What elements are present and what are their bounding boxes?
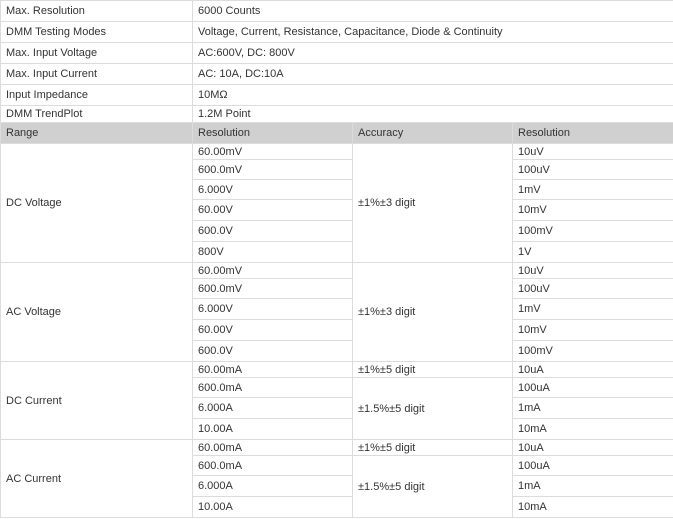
group-label-ac-voltage: AC Voltage: [1, 263, 193, 362]
range-cell: 800V: [193, 242, 353, 263]
range-cell: 600.0mV: [193, 160, 353, 180]
resolution-header-2: Resolution: [513, 123, 673, 144]
table-row: [1, 144, 673, 160]
spec-label: DMM TrendPlot: [1, 106, 193, 123]
spec-row-trendplot: [1, 106, 673, 123]
group-label-dc-voltage: DC Voltage: [1, 144, 193, 263]
table-row: [1, 440, 673, 456]
spec-row-testing-modes: [1, 22, 673, 43]
resolution-cell: 1mA: [513, 476, 673, 497]
range-cell: 60.00mV: [193, 263, 353, 279]
table-row: [1, 263, 673, 279]
resolution-cell: 10mV: [513, 200, 673, 221]
range-header: Range: [1, 123, 193, 144]
range-cell: 600.0V: [193, 341, 353, 362]
range-cell: 6.000V: [193, 299, 353, 320]
resolution-cell: 100mV: [513, 221, 673, 242]
resolution-cell: 10uV: [513, 144, 673, 160]
range-cell: 600.0mV: [193, 279, 353, 299]
range-cell: 10.00A: [193, 497, 353, 518]
resolution-cell: 1mV: [513, 299, 673, 320]
accuracy-cell: ±1.5%±5 digit: [353, 378, 513, 440]
range-cell: 6.000A: [193, 398, 353, 419]
spec-label: Max. Input Voltage: [1, 43, 193, 64]
range-cell: 600.0mA: [193, 456, 353, 476]
table-row: [1, 362, 673, 378]
resolution-cell: 1mV: [513, 180, 673, 200]
resolution-header: Resolution: [193, 123, 353, 144]
resolution-cell: 10mA: [513, 419, 673, 440]
accuracy-cell: ±1%±3 digit: [353, 263, 513, 362]
accuracy-cell: ±1%±5 digit: [353, 440, 513, 456]
spec-value: 1.2M Point: [193, 106, 673, 123]
resolution-cell: 100uV: [513, 279, 673, 299]
resolution-cell: 10mA: [513, 497, 673, 518]
resolution-cell: 100uV: [513, 160, 673, 180]
range-cell: 6.000A: [193, 476, 353, 497]
range-cell: 60.00mA: [193, 440, 353, 456]
group-label-dc-current: DC Current: [1, 362, 193, 440]
accuracy-cell: ±1.5%±5 digit: [353, 456, 513, 518]
spec-row-max-input-voltage: [1, 43, 673, 64]
range-cell: 60.00V: [193, 320, 353, 341]
spec-label: Max. Resolution: [1, 1, 193, 22]
resolution-cell: 100mV: [513, 341, 673, 362]
range-header-row: [1, 123, 673, 144]
resolution-cell: 10uA: [513, 362, 673, 378]
resolution-cell: 100uA: [513, 456, 673, 476]
resolution-cell: 10uA: [513, 440, 673, 456]
range-cell: 60.00mV: [193, 144, 353, 160]
resolution-cell: 10mV: [513, 320, 673, 341]
spec-row-max-input-current: [1, 64, 673, 85]
resolution-cell: 100uA: [513, 378, 673, 398]
range-cell: 600.0V: [193, 221, 353, 242]
range-cell: 6.000V: [193, 180, 353, 200]
spec-row-input-impedance: [1, 85, 673, 106]
spec-label: Input Impedance: [1, 85, 193, 106]
range-cell: 60.00V: [193, 200, 353, 221]
range-cell: 60.00mA: [193, 362, 353, 378]
resolution-cell: 1V: [513, 242, 673, 263]
spec-label: DMM Testing Modes: [1, 22, 193, 43]
spec-value: Voltage, Current, Resistance, Capacitance, Diode & Continuity: [193, 22, 673, 43]
spec-row-max-resolution: [1, 1, 673, 22]
spec-value: AC: 10A, DC:10A: [193, 64, 673, 85]
spec-value: 10MΩ: [193, 85, 673, 106]
accuracy-cell: ±1%±5 digit: [353, 362, 513, 378]
resolution-cell: 1mA: [513, 398, 673, 419]
accuracy-cell: ±1%±3 digit: [353, 144, 513, 263]
accuracy-header: Accuracy: [353, 123, 513, 144]
spec-value: 6000 Counts: [193, 1, 673, 22]
range-cell: 600.0mA: [193, 378, 353, 398]
resolution-cell: 10uV: [513, 263, 673, 279]
spec-value: AC:600V, DC: 800V: [193, 43, 673, 64]
range-cell: 10.00A: [193, 419, 353, 440]
group-label-ac-current: AC Current: [1, 440, 193, 518]
spec-label: Max. Input Current: [1, 64, 193, 85]
